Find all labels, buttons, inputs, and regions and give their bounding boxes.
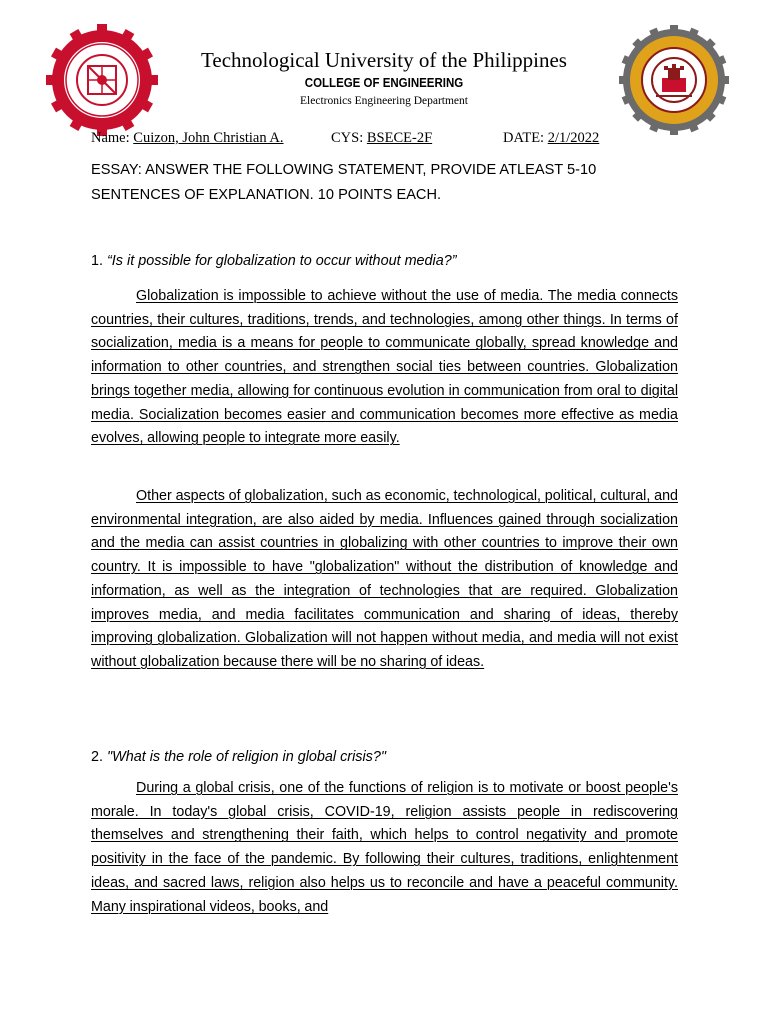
question-number: 1.	[91, 253, 104, 269]
date-value: 2/1/2022	[547, 130, 600, 146]
university-name: Technological University of the Philippines	[201, 48, 567, 72]
college-name: COLLEGE OF ENGINEERING	[304, 76, 464, 90]
name-label: Name:	[91, 130, 130, 146]
question-number: 2.	[91, 749, 104, 765]
question-text: “Is it possible for globalization to occur without media?”	[107, 253, 457, 269]
answer-paragraph	[91, 285, 678, 451]
name-value: Cuizon, John Christian A.	[133, 130, 284, 146]
answer-text: Other aspects of globalization, such as economic, technological, political, cultural, and environmental integration, are also aided by media. Influences gained through socialization and the media can assist countries in globalizing with other countries to improve their own country. It is impossible to have "globalization" without the distribution of knowledge and information, as well as the integration of technologies that are required. Globalization improves media, and media facilitates communication and sharing of ideas, thereby improving globalization. Globalization will not happen without media, and media will not exist without globalization because there will be no sharing of ideas.	[91, 488, 678, 670]
cys-label: CYS:	[331, 130, 364, 146]
answer-paragraph	[91, 485, 678, 675]
essay-instructions: ESSAY: ANSWER THE FOLLOWING STATEMENT, PROVIDE ATLEAST 5-10 SENTENCES OF EXPLANATION. 10 POINTS EACH.	[91, 162, 597, 203]
department-name: Electronics Engineering Department	[300, 95, 468, 107]
answer-text: Globalization is impossible to achieve without the use of media. The media connects countries, their cultures, traditions, trends, and technologies, among other things. In terms of socialization, media is a means for people to communicate globally, spread knowledge and information to other countries, and strengthen social ties between countries. Globalization brings together media, allowing for continuous evolution in communication from oral to digital media. Socialization becomes easier and communication becomes more effective as media evolves, allowing people to integrate more easily.	[91, 288, 678, 447]
date-label: DATE:	[503, 130, 545, 146]
document-header	[130, 46, 638, 109]
question-1	[91, 251, 681, 271]
name-field	[91, 128, 284, 148]
answer-paragraph	[91, 777, 678, 919]
question-2	[91, 747, 681, 767]
date-field	[503, 128, 599, 148]
answer-text: During a global crisis, one of the functions of religion is to motivate or boost people's morale. In today's global crisis, COVID-19, religion assists people in rediscovering themselves and strengthening their faith, which helps to control negativity and promote positivity in the face of the pandemic. By following their cultures, traditions, enlightenment ideas, and sacred laws, religion also helps us to reconcile and have a peaceful community. Many inspirational videos, books, and	[91, 780, 678, 915]
cys-value: BSECE-2F	[366, 130, 433, 146]
question-text: "What is the role of religion in global crisis?"	[107, 749, 386, 765]
cys-field	[331, 128, 432, 148]
